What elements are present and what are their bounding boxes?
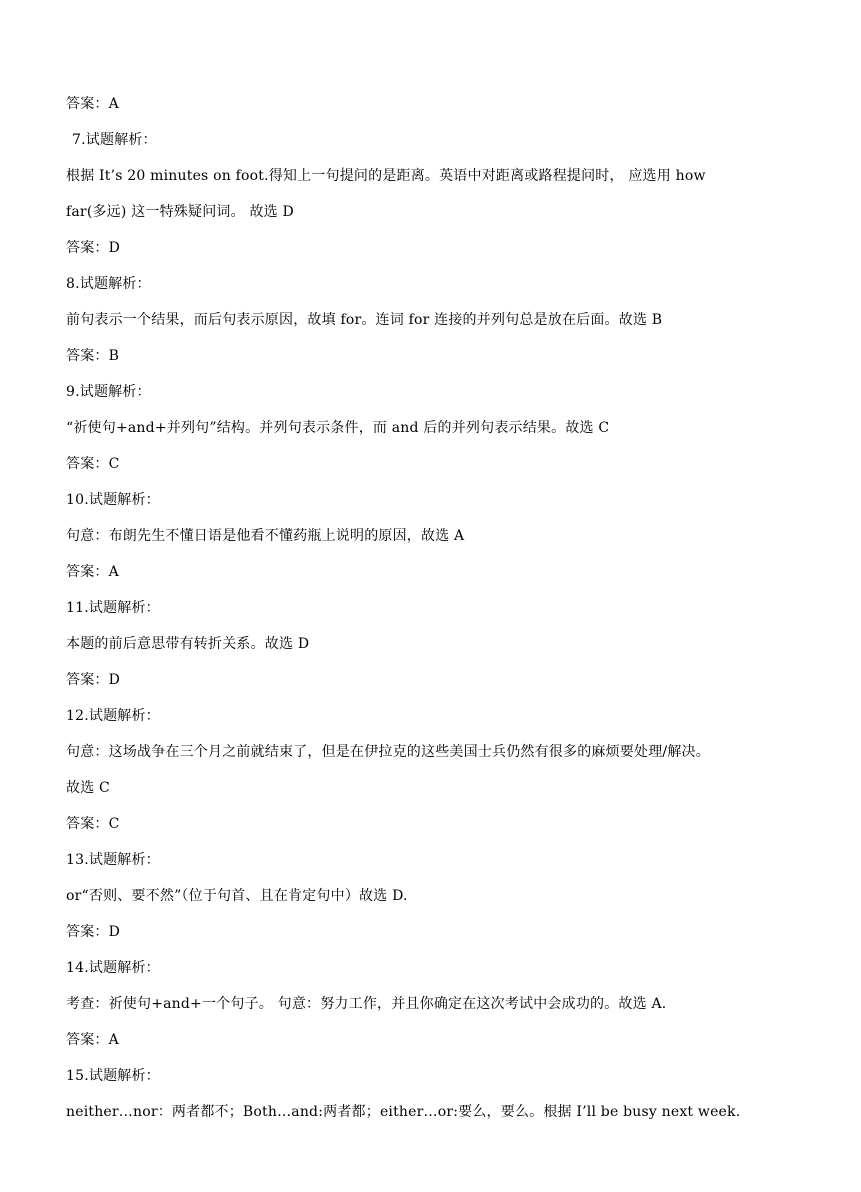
answer-6: 答案：A [66,96,119,112]
q15-heading: 15.试题解析： [66,1068,160,1084]
q13-analysis: or“否则、要不然”（位于句首、且在肯定句中）故选 D. [66,888,408,904]
answer-14: 答案：A [66,1032,119,1048]
q12-heading: 12.试题解析： [66,708,160,724]
answer-13: 答案：D [66,924,121,940]
q7-analysis-line-1: 根据 It’s 20 minutes on foot.得知上一句提问的是距离。英语中对距离或路程提问时， 应选用 how [66,168,706,184]
q13-heading: 13.试题解析： [66,852,160,868]
q11-heading: 11.试题解析： [66,600,160,616]
q14-analysis: 考查：祈使句+and+一个句子。 句意：努力工作，并且你确定在这次考试中会成功的。故选 A. [66,996,667,1012]
q12-analysis-line-2: 故选 C [66,780,110,796]
q10-heading: 10.试题解析： [66,492,160,508]
q7-heading: 7.试题解析： [72,132,157,148]
answer-8: 答案：B [66,348,120,364]
q10-analysis: 句意：布朗先生不懂日语是他看不懂药瓶上说明的原因，故选 A [66,528,465,544]
answer-7: 答案：D [66,240,121,256]
q14-heading: 14.试题解析： [66,960,160,976]
q15-analysis: neither…nor：两者都不；Both…and:两者都；either…or:要么，要么。根据 I’ll be busy next week. [66,1104,741,1120]
answer-10: 答案：A [66,564,119,580]
q9-heading: 9.试题解析： [66,384,151,400]
answer-12: 答案：C [66,816,120,832]
answer-9: 答案：C [66,456,120,472]
q8-heading: 8.试题解析： [66,276,151,292]
q11-analysis: 本题的前后意思带有转折关系。故选 D [66,636,310,652]
q7-analysis-line-2: far(多远) 这一特殊疑问词。 故选 D [66,204,294,220]
q12-analysis-line-1: 句意：这场战争在三个月之前就结束了，但是在伊拉克的这些美国士兵仍然有很多的麻烦要处理/解决。 [66,744,710,760]
q9-analysis: “祈使句+and+并列句”结构。并列句表示条件，而 and 后的并列句表示结果。故选 C [66,420,610,436]
answer-11: 答案：D [66,672,121,688]
q8-analysis: 前句表示一个结果，而后句表示原因，故填 for。连词 for 连接的并列句总是放在后面。故选 B [66,312,663,328]
